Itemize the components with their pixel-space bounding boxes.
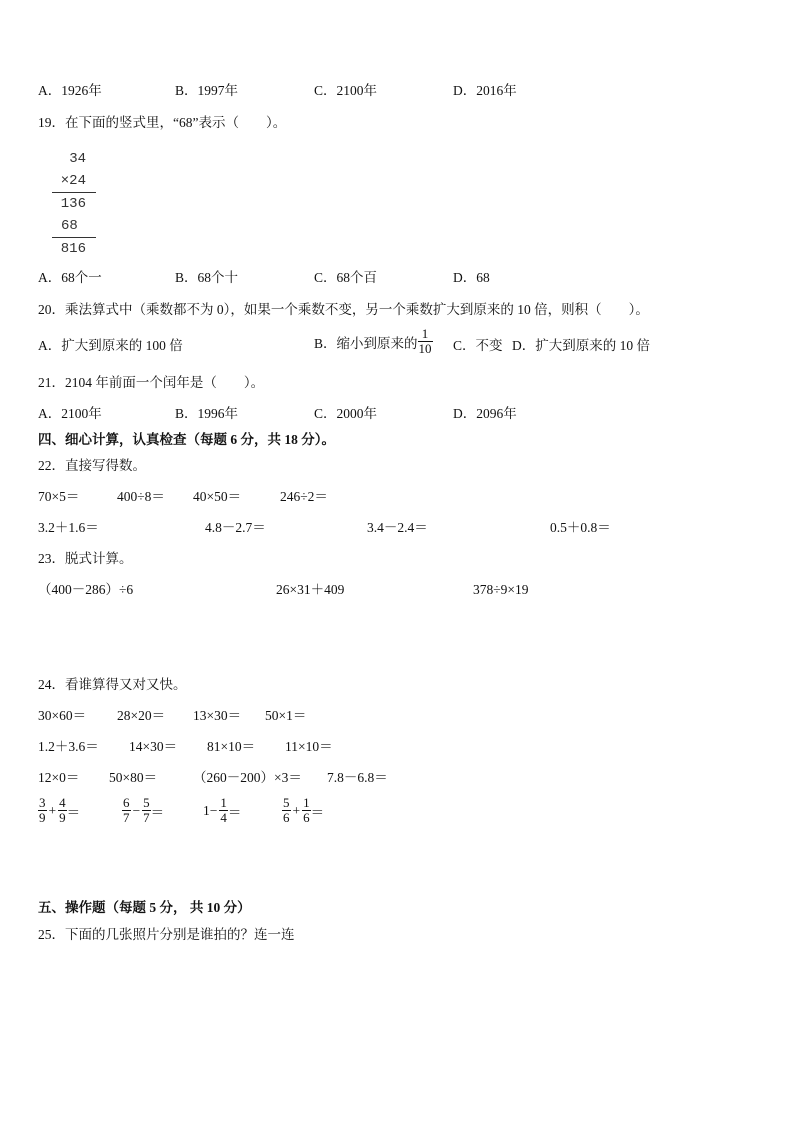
fraction-den: 4	[220, 810, 227, 825]
fraction-num: 5	[283, 795, 290, 810]
q23-item-2: 26×31＋409	[276, 582, 345, 597]
q24-fraction-2	[122, 796, 164, 825]
q24-fraction-1	[38, 796, 80, 825]
equals: ＝	[310, 804, 325, 820]
q20-option-a: A．扩大到原来的 100 倍	[38, 338, 183, 353]
q24-r3-c1: 12×0＝	[38, 770, 80, 785]
q22-r2-c3: 3.4－2.4＝	[367, 520, 428, 535]
q24-r1-c3: 13×30＝	[193, 708, 242, 723]
q18-option-c: C．2100年	[314, 83, 378, 98]
vertical-multiplication	[52, 148, 96, 260]
fraction	[38, 796, 47, 825]
q20-option-b-text: B．缩小到原来的	[314, 335, 418, 351]
fraction-den: 9	[59, 810, 66, 825]
operator: +	[292, 802, 301, 818]
fraction-den: 7	[143, 810, 150, 825]
q20-option-b	[314, 327, 433, 356]
q22-stem: 22．直接写得数。	[38, 458, 146, 473]
q24-r2-c3: 81×10＝	[207, 739, 256, 754]
q22-r1-c2: 400÷8＝	[117, 489, 165, 504]
fraction-den: 6	[283, 810, 290, 825]
fraction-num: 3	[39, 795, 46, 810]
q21-option-d: D．2096年	[453, 406, 517, 421]
vertical-line-3: 136	[60, 196, 86, 212]
q21-option-a: A．2100年	[38, 406, 102, 421]
fraction-num: 1	[303, 795, 310, 810]
fraction	[142, 796, 151, 825]
q25-stem: 25．下面的几张照片分别是谁拍的？连一连	[38, 927, 295, 942]
q19-stem: 19．在下面的竖式里，“68”表示（ ）。	[38, 115, 287, 130]
q19-option-d: D．68	[453, 270, 490, 285]
q24-stem: 24．看谁算得又对又快。	[38, 677, 187, 692]
section-5-title: 五、操作题（每题 5 分， 共 10 分）	[38, 900, 251, 915]
q19-option-a: A．68个一	[38, 270, 102, 285]
q22-r1-c1: 70×5＝	[38, 489, 80, 504]
fraction-den: 9	[39, 810, 46, 825]
q24-r2-c4: 11×10＝	[285, 739, 333, 754]
q24-fraction-4	[282, 796, 324, 825]
q24-r3-c4: 7.8－6.8＝	[327, 770, 388, 785]
q24-r1-c1: 30×60＝	[38, 708, 87, 723]
vertical-line-5: 816	[60, 241, 86, 257]
equals: ＝	[150, 804, 165, 820]
fraction	[122, 796, 131, 825]
q24-r3-c2: 50×80＝	[109, 770, 158, 785]
operator: +	[48, 802, 57, 818]
fraction-num: 6	[123, 795, 130, 810]
fraction-den: 6	[303, 810, 310, 825]
fraction	[282, 796, 291, 825]
q18-option-a: A．1926年	[38, 83, 102, 98]
vertical-line-4: 68	[52, 215, 96, 238]
q24-r1-c2: 28×20＝	[117, 708, 166, 723]
vertical-line-1: 34	[69, 151, 86, 167]
q23-item-1: （400－286）÷6	[38, 582, 134, 597]
q21-option-b: B．1996年	[175, 406, 239, 421]
q23-item-3: 378÷9×19	[473, 582, 529, 597]
q20-option-c: C．不变	[453, 338, 503, 353]
lead-term: 1−	[203, 802, 218, 818]
fraction	[302, 796, 311, 825]
fraction	[58, 796, 67, 825]
q24-r2-c1: 1.2＋3.6＝	[38, 739, 99, 754]
fraction	[219, 796, 228, 825]
q20-fraction-num: 1	[418, 327, 433, 342]
equals: ＝	[66, 804, 81, 820]
fraction-num: 5	[143, 795, 150, 810]
q19-option-b: B．68个十	[175, 270, 239, 285]
fraction-den: 7	[123, 810, 130, 825]
q24-r1-c4: 50×1＝	[265, 708, 307, 723]
q18-option-d: D．2016年	[453, 83, 517, 98]
q20-fraction-den: 10	[418, 341, 432, 356]
fraction-num: 1	[220, 795, 227, 810]
q18-option-b: B．1997年	[175, 83, 239, 98]
q20-option-d: D．扩大到原来的 10 倍	[512, 338, 650, 353]
q24-r2-c2: 14×30＝	[129, 739, 178, 754]
q22-r2-c4: 0.5＋0.8＝	[550, 520, 611, 535]
q21-stem: 21．2104 年前面一个闰年是（ ）。	[38, 375, 265, 390]
fraction-num: 4	[59, 795, 66, 810]
q24-fraction-3	[203, 796, 241, 825]
section-4-title: 四、细心计算，认真检查（每题 6 分，共 18 分）。	[38, 432, 335, 447]
q20-stem: 20．乘法算式中（乘数都不为 0），如果一个乘数不变，另一个乘数扩大到原来的 10 倍，则积（ ）。	[38, 302, 649, 317]
operator: −	[132, 802, 141, 818]
q22-r2-c1: 3.2＋1.6＝	[38, 520, 99, 535]
q22-r2-c2: 4.8－2.7＝	[205, 520, 266, 535]
q20-fraction	[418, 327, 433, 356]
vertical-line-2: ×24	[52, 170, 96, 193]
q22-r1-c4: 246÷2＝	[280, 489, 328, 504]
q22-r1-c3: 40×50＝	[193, 489, 242, 504]
q24-r3-c3: （260－200）×3＝	[193, 770, 302, 785]
q21-option-c: C．2000年	[314, 406, 378, 421]
q19-option-c: C．68个百	[314, 270, 378, 285]
q23-stem: 23．脱式计算。	[38, 551, 133, 566]
equals: ＝	[227, 804, 242, 820]
